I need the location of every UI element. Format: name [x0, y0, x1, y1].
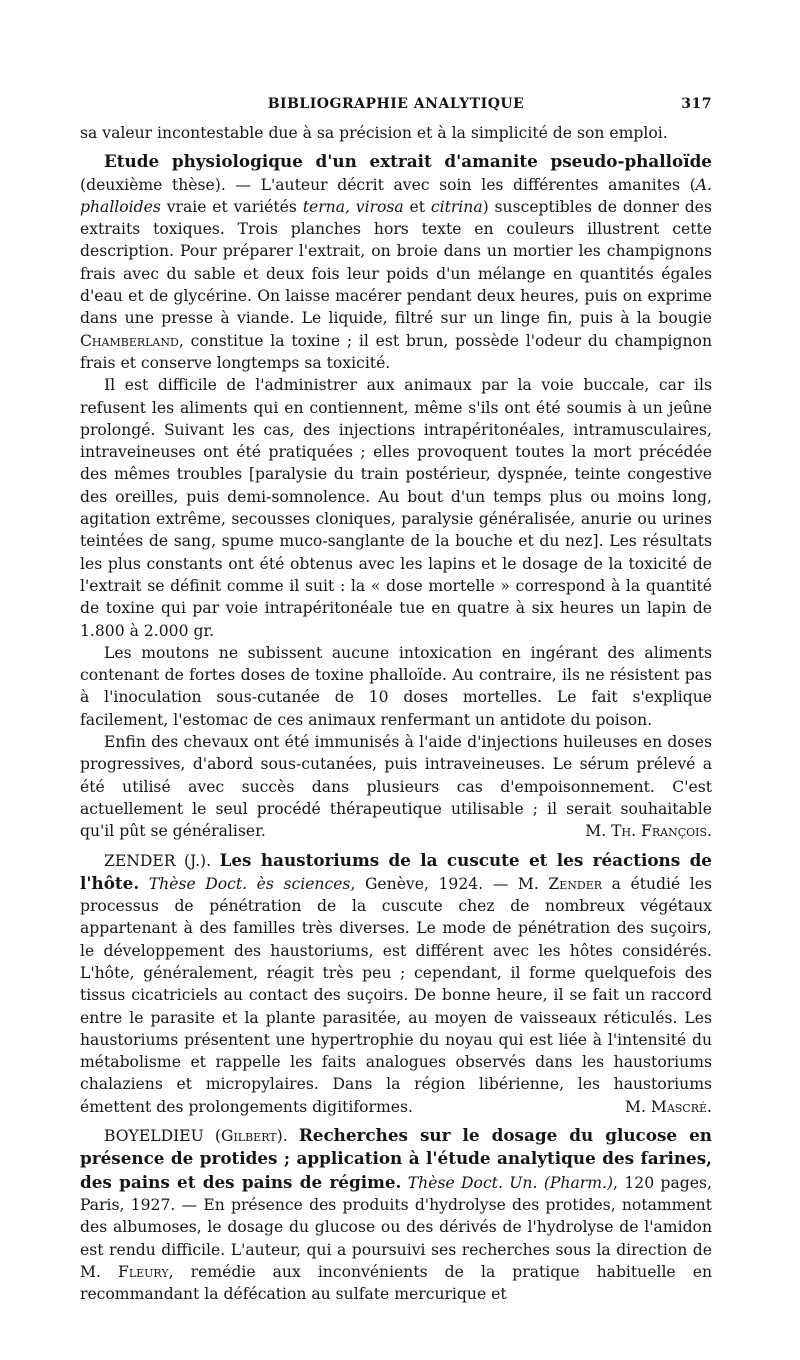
entry-author: ZENDER (J.). — [104, 851, 212, 870]
entry-title: Les haustoriums de la cuscute et les réactions de l'hôte. — [80, 849, 712, 893]
signature: M. Th. François. — [585, 822, 712, 841]
entry-author: BOYELDIEU (Gilbert). — [104, 1127, 288, 1146]
running-header — [80, 96, 712, 122]
page-number: 317 — [681, 96, 712, 112]
entry-source: Thèse Doct. ès sciences — [148, 874, 351, 893]
entry-title: Etude physiologique d'un extrait d'amanite pseudo-phalloïde — [104, 151, 712, 172]
entry-source: Thèse Doct. Un. (Pharm.) — [407, 1173, 614, 1192]
page — [80, 96, 712, 1305]
page-body — [80, 122, 712, 1305]
signature: M. Mascré. — [624, 1097, 712, 1116]
paragraph: Il est difficile de l'administrer aux animaux par la voie buccale, car ils refusent les aliments qui en contiennent, même s'ils ont été soumis à un jeûne prolongé. Suivant les cas, des injections intrapéritonéales, intramusculaires, intraveineuses ont été pratiquées ; elles provoquent toutes la mort précédée des mêmes troubles [paralysie du train postérieur, dyspnée, teinte congestive des oreilles, puis demi-somnolence. Au bout d'un temps plus ou moins long, agitation extrême, secousses cloniques, paralysie généralisée, anurie ou urines teintées de sang, spume muco-sanglante de la bouche et du nez]. Les résultats les plus constants ont été obtenus avec les lapins et le dosage de la toxicité de l'extrait se définit comme il suit : la « dose mortelle » correspond à la quantité de toxine qui par voie intrapéritonéale tue en quatre à six heures un lapin de 1.800 à 2.000 gr. — [80, 376, 712, 640]
continuation-line: sa valeur incontestable due à sa précision et à la simplicité de son emploi. — [80, 124, 668, 142]
paragraph: Enfin des chevaux ont été immunisés à l'aide d'injections huileuses en doses progressives, d'abord sous-cutanées, puis intraveineuses. Le sérum prélevé a été utilisé avec succès dans plusieurs cas d'empoisonnement. C'est actuellement le seul procédé thérapeutique utilisable ; il serait souhaitable qu'il pût se généraliser. M. Th. François. — [80, 731, 712, 842]
paragraph: Les moutons ne subissent aucune intoxication en ingérant des aliments contenant de fortes doses de toxine phalloïde. Au contraire, ils ne résistent pas à l'inoculation sous-cutanée de 10 doses mortelles. Le fait s'explique facilement, l'estomac de ces animaux renfermant un antidote du poison. — [80, 643, 712, 729]
entry-zender: ZENDER (J.). Les haustoriums de la cuscute et les réactions de l'hôte. Thèse Doct. ès sciences, Genève, 1924. — M. Zender a étudié les processus de pénétration de la cuscute chez de nombreux végétaux appartenant à des familles très diverses. Le mode de pénétration des suçoirs, le développement des haustoriums, est différent avec les hôtes considérés. L'hôte, généralement, réagit très peu ; cependant, il forme quelquefois des tissus cicatriciels au contact des suçoirs. De bonne heure, il se fait un raccord entre le parasite et la plante parasitée, au moyen de vaisseaux réticulés. Les haustoriums présentent une hypertrophie du noyau qui est liée à l'intensité du métabolisme et rappelle les faits analogues observés dans les haustoriums chalaziens et micropylaires. Dans la région libérienne, les haustoriums émettent des prolongements digitiformes. M. Mascré. — [80, 849, 712, 1119]
entry-title: Recherches sur le dosage du glucose en présence de protides ; application à l'étude analytique des farines, des pains et des pains de régime. — [80, 1125, 712, 1192]
entry-amanite: Etude physiologique d'un extrait d'amanite pseudo-phalloïde (deuxième thèse). — L'auteur décrit avec soin les différentes amanites (A. phalloides vraie et variétés terna, virosa et citrina) susceptibles de donner des extraits toxiques. Trois planches hors texte en couleurs illustrent cette description. Pour préparer l'extrait, on broie dans un mortier les champignons frais avec du sable et deux fois leur poids d'un mélange en quantités égales d'eau et de glycérine. On laisse macérer pendant deux heures, puis on exprime dans une presse à viande. Le liquide, filtré sur un linge fin, puis à la bougie Chamberland, constitue la toxine ; il est brun, possède l'odeur du champignon frais et conserve longtemps sa toxicité. — [80, 151, 712, 372]
entry-boyeldieu: BOYELDIEU (Gilbert). Recherches sur le dosage du glucose en présence de protides ; application à l'étude analytique des farines, des pains et des pains de régime. Thèse Doct. Un. (Pharm.), 120 pages, Paris, 1927. — En présence des produits d'hydrolyse des protides, notamment des albumoses, le dosage du glucose ou des dérivés de l'hydrolyse de l'amidon est rendu difficile. L'auteur, qui a poursuivi ses recherches sous la direction de M. Fleury, remédie aux inconvénients de la pratique habituelle en recommandant la défécation au sulfate mercurique et — [80, 1125, 712, 1304]
running-title: BIBLIOGRAPHIE ANALYTIQUE — [267, 96, 525, 112]
